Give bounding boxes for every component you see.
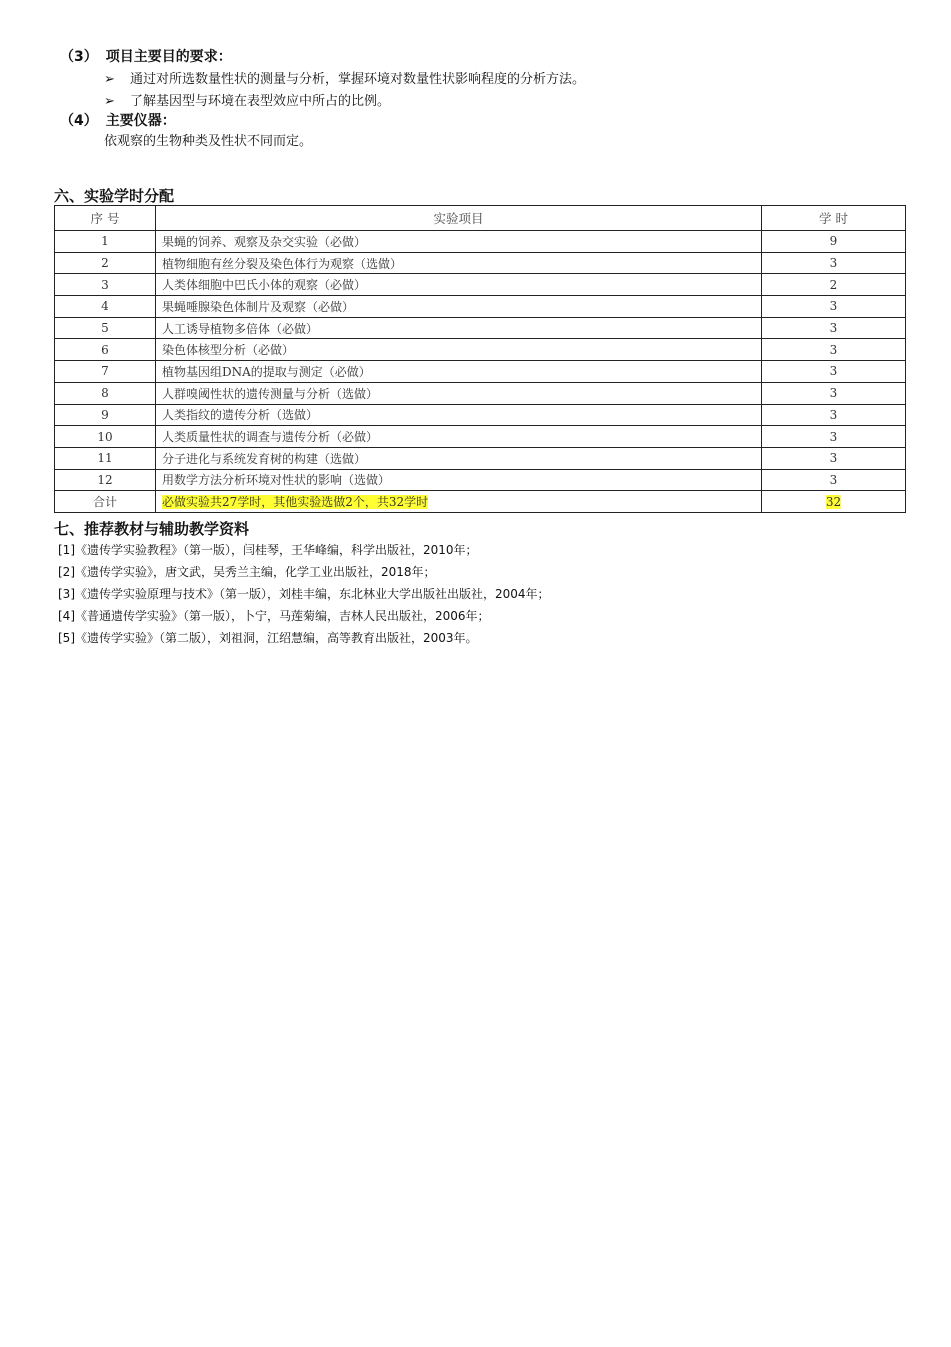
total-label: 合计 [55, 491, 156, 513]
reference-item: [1]《遗传学实验教程》（第一版），闫桂琴，王华峰编，科学出版社，2010年； [58, 543, 478, 557]
row-number: 7 [55, 361, 156, 383]
row-project: 用数学方法分析环境对性状的影响（选做） [156, 469, 762, 491]
row-number: 3 [55, 274, 156, 296]
row-hours: 3 [762, 469, 906, 491]
row-hours: 3 [762, 296, 906, 318]
item3-heading [60, 46, 232, 66]
row-number: 4 [55, 296, 156, 318]
item3-number: （3） [60, 49, 98, 65]
row-number: 8 [55, 382, 156, 404]
row-number: 6 [55, 339, 156, 361]
reference-item: [3]《遗传学实验原理与技术》（第一版），刘桂丰编，东北林业大学出版社出版社，2004年； [58, 587, 550, 601]
lab-hours-table [54, 205, 906, 513]
header-project: 实验项目 [156, 206, 762, 231]
table-row [55, 317, 906, 339]
table-row [55, 382, 906, 404]
section7-title: 七、推荐教材与辅助教学资料 [54, 520, 250, 538]
table-row [55, 231, 906, 253]
row-hours: 3 [762, 447, 906, 469]
table-row [55, 404, 906, 426]
row-hours: 3 [762, 339, 906, 361]
reference-item: [5]《遗传学实验》（第二版），刘祖洞，江绍慧编，高等教育出版社，2003年。 [58, 631, 478, 645]
total-hours-highlight: 32 [825, 494, 842, 509]
row-project: 人群嗅阈性状的遗传测量与分析（选做） [156, 382, 762, 404]
table-row [55, 447, 906, 469]
table-row [55, 361, 906, 383]
row-number: 9 [55, 404, 156, 426]
header-no: 序 号 [55, 206, 156, 231]
table-row [55, 274, 906, 296]
item4-text: 依观察的生物种类及性状不同而定。 [104, 134, 313, 149]
bullet-text: 通过对所选数量性状的测量与分析，掌握环境对数量性状影响程度的分析方法。 [130, 72, 586, 87]
row-project: 果蝇的饲养、观察及杂交实验（必做） [156, 231, 762, 253]
table-row [55, 296, 906, 318]
bullet-text: 了解基因型与环境在表型效应中所占的比例。 [130, 94, 391, 109]
table-row [55, 252, 906, 274]
row-project: 人类体细胞中巴氏小体的观察（必做） [156, 274, 762, 296]
row-number: 11 [55, 447, 156, 469]
item4-heading [60, 110, 176, 130]
row-hours: 3 [762, 252, 906, 274]
row-hours: 3 [762, 361, 906, 383]
table-header-row [55, 206, 906, 231]
row-number: 2 [55, 252, 156, 274]
row-project: 植物基因组DNA的提取与测定（必做） [156, 361, 762, 383]
total-summary-highlight: 必做实验共27学时，其他实验选做2个，共32学时 [162, 495, 429, 510]
row-project: 植物细胞有丝分裂及染色体行为观察（选做） [156, 252, 762, 274]
row-number: 5 [55, 317, 156, 339]
item3-title: 项目主要目的要求： [105, 49, 232, 65]
row-project: 果蝇唾腺染色体制片及观察（必做） [156, 296, 762, 318]
reference-item: [2]《遗传学实验》，唐文武，吴秀兰主编，化学工业出版社，2018年； [58, 565, 436, 579]
item4-title: 主要仪器： [105, 113, 176, 129]
table-total-row [55, 491, 906, 513]
row-project: 人工诱导植物多倍体（必做） [156, 317, 762, 339]
table-row [55, 469, 906, 491]
row-project: 人类指纹的遗传分析（选做） [156, 404, 762, 426]
total-hours-cell [762, 491, 906, 513]
arrow-bullet-icon: ➢ [104, 72, 115, 87]
header-hours: 学 时 [762, 206, 906, 231]
row-hours: 3 [762, 404, 906, 426]
row-project: 分子进化与系统发育树的构建（选做） [156, 447, 762, 469]
row-hours: 3 [762, 382, 906, 404]
total-cell [156, 491, 762, 513]
row-hours: 2 [762, 274, 906, 296]
table-body [55, 231, 906, 513]
row-number: 12 [55, 469, 156, 491]
section6-title: 六、实验学时分配 [54, 187, 175, 205]
item3-bullet-1 [104, 68, 585, 87]
arrow-bullet-icon: ➢ [104, 94, 115, 109]
reference-item: [4]《普通遗传学实验》（第一版），卜宁，马莲菊编，吉林人民出版社，2006年； [58, 609, 490, 623]
row-hours: 3 [762, 317, 906, 339]
item4-number: （4） [60, 113, 98, 129]
row-number: 1 [55, 231, 156, 253]
row-project: 人类质量性状的调查与遗传分析（必做） [156, 426, 762, 448]
row-project: 染色体核型分析（必做） [156, 339, 762, 361]
row-hours: 9 [762, 231, 906, 253]
row-hours: 3 [762, 426, 906, 448]
table-row [55, 339, 906, 361]
item3-bullet-2 [104, 90, 390, 109]
row-number: 10 [55, 426, 156, 448]
table-row [55, 426, 906, 448]
